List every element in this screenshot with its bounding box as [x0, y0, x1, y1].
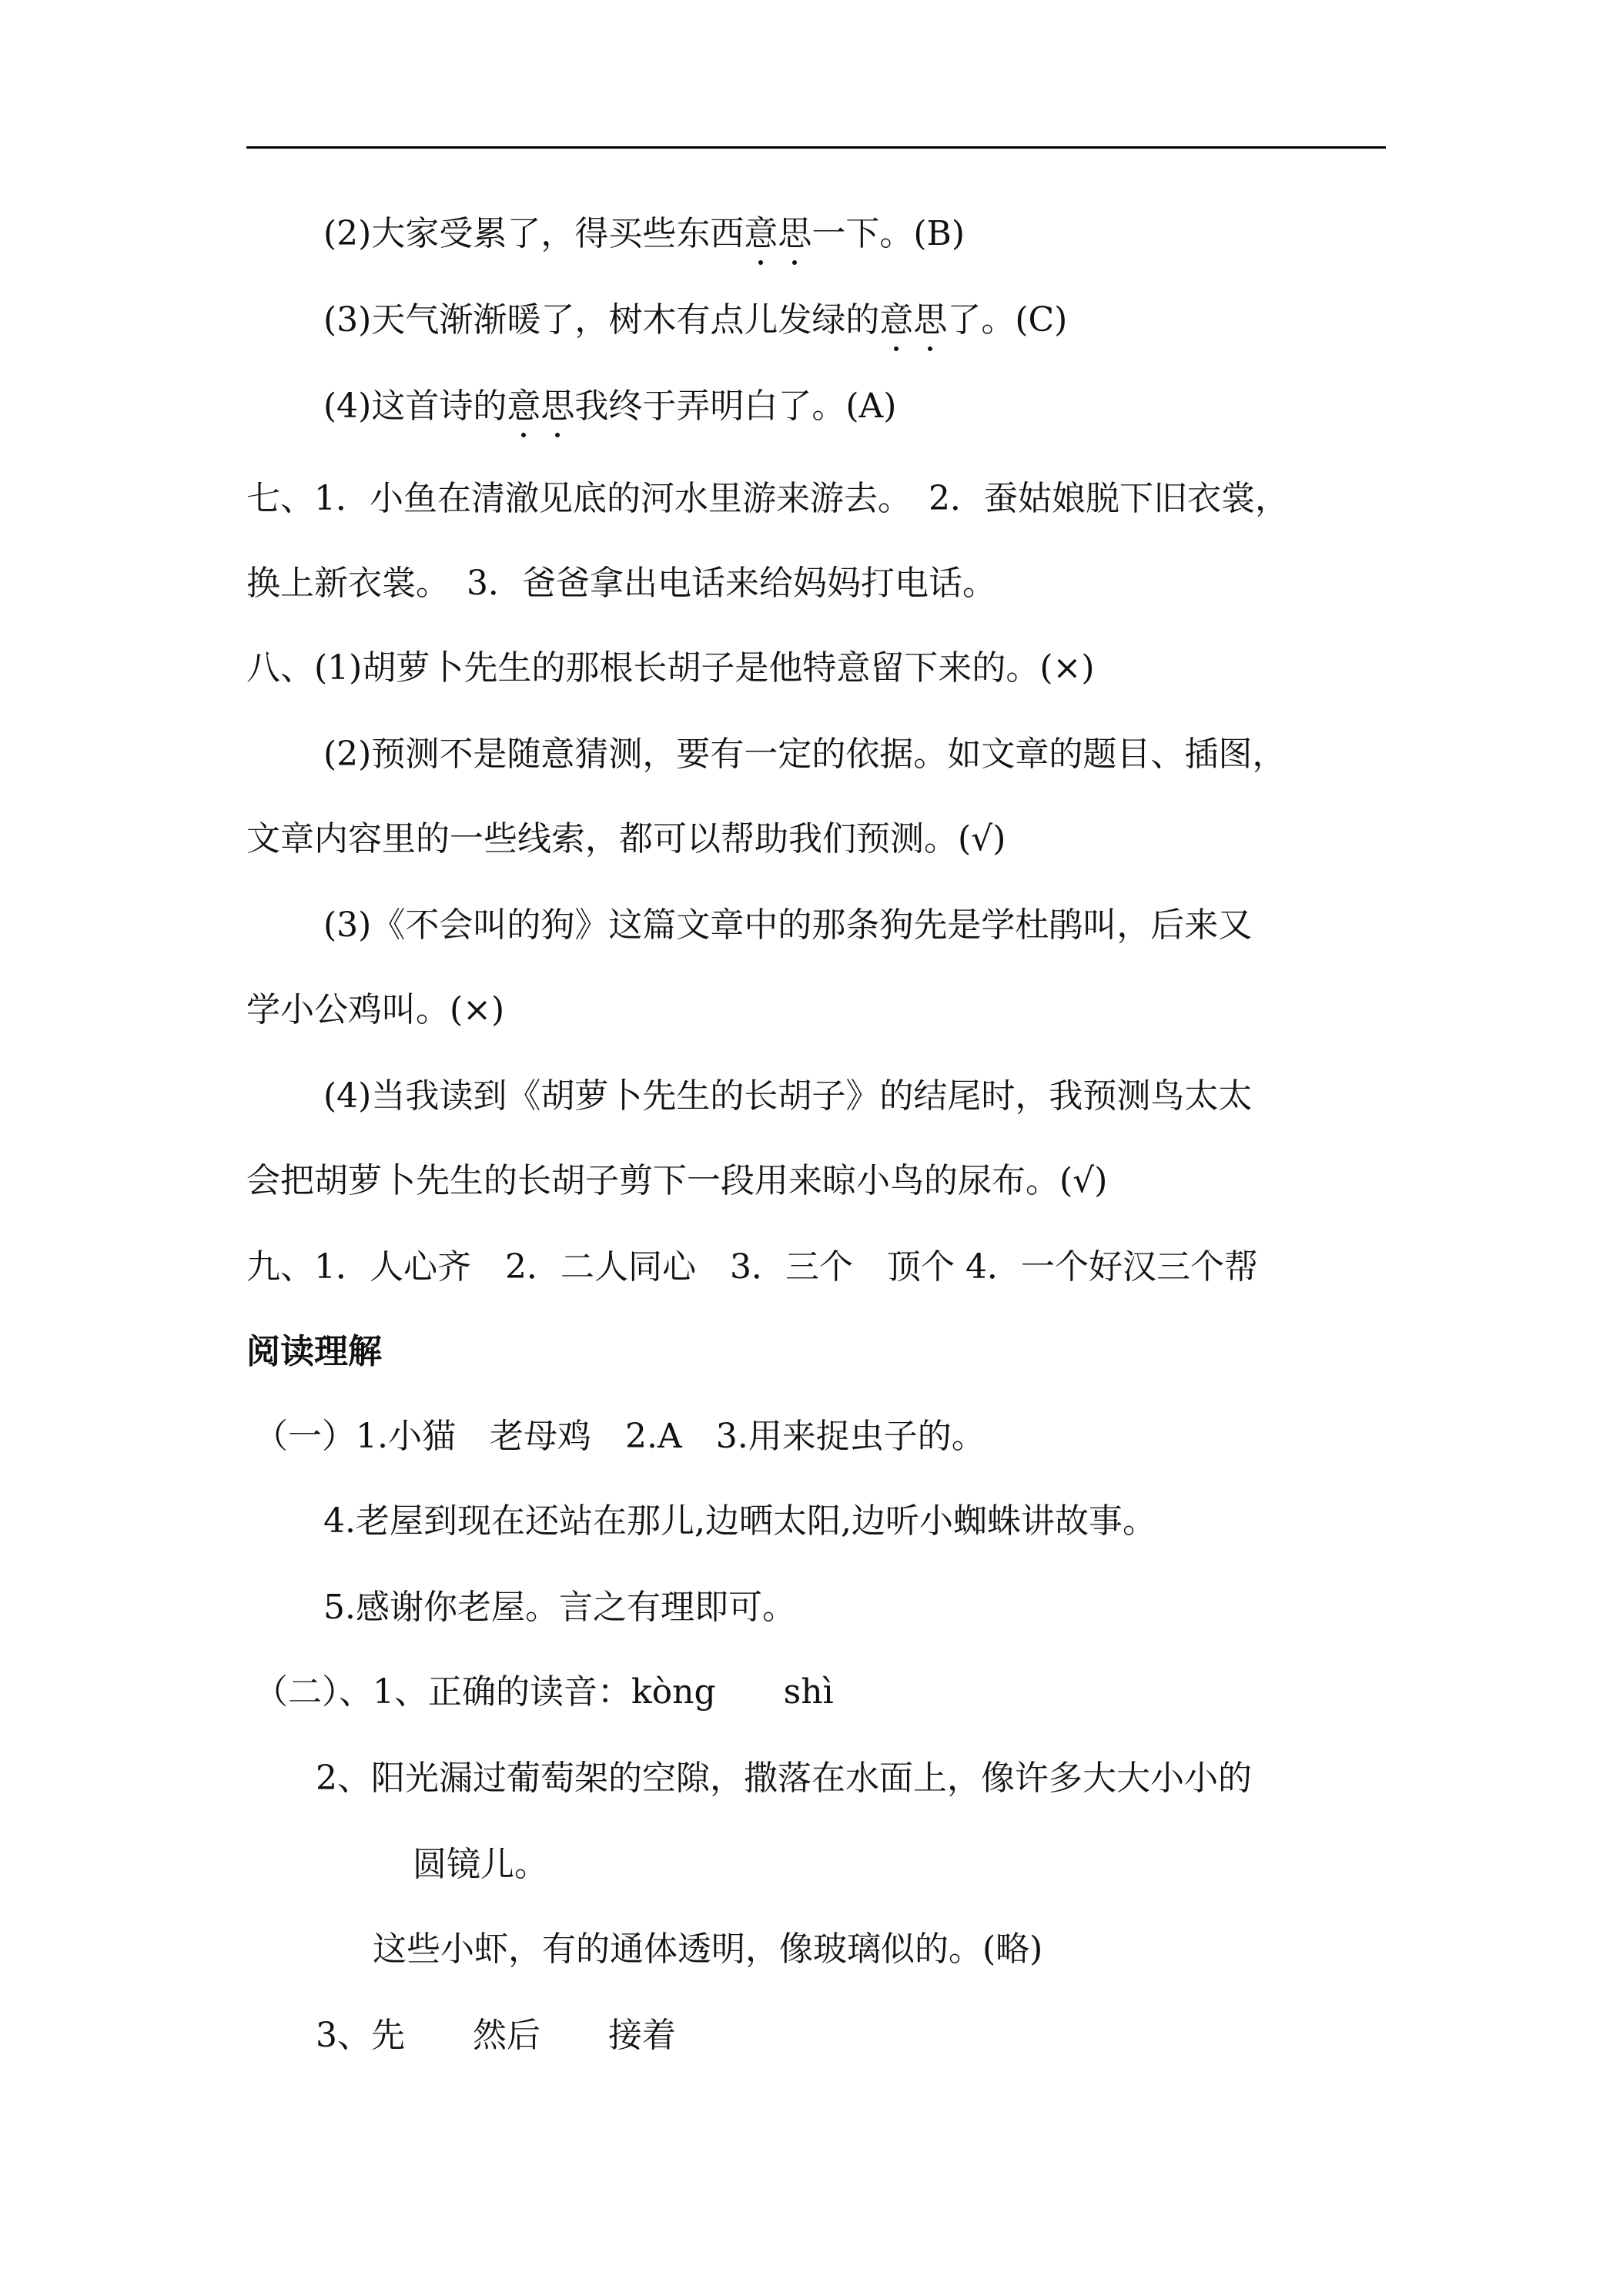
answer-section-9: 九、1．人心齐 2．二人同心 3．三个 顶个 4．一个好汉三个帮 — [246, 1247, 1258, 1287]
answer-line-6-3: (3)天气渐渐暖了，树木有点儿发绿的意思了。(C) — [323, 297, 1067, 343]
emphasis-char: 意 — [879, 297, 913, 343]
answer-line-8-4: (4)当我读到《胡萝卜先生的长胡子》的结尾时，我预测鸟太太 — [323, 1076, 1253, 1116]
reading-part-1-q4: 4.老屋到现在还站在那儿,边晒太阳,边听小蜘蛛讲故事。 — [323, 1501, 1156, 1541]
emphasis-char: 思 — [540, 383, 574, 430]
answer-section-7-cont: 换上新衣裳。 3．爸爸拿出电话来给妈妈打电话。 — [246, 564, 996, 603]
emphasis-char: 思 — [913, 297, 947, 343]
reading-part-2-q2: 2、阳光漏过葡萄架的空隙，撒落在水面上，像许多大大小小的 — [316, 1759, 1252, 1798]
reading-part-1-q5: 5.感谢你老屋。言之有理即可。 — [323, 1588, 796, 1627]
section-heading: 阅读理解 — [246, 1332, 382, 1371]
answer-line-6-2: (2)大家受累了，得买些东西意思一下。(B) — [323, 211, 965, 257]
emphasis-char: 意 — [507, 383, 540, 430]
answer-line-8-2-cont: 文章内容里的一些线索，都可以帮助我们预测。(√) — [246, 819, 1006, 858]
answer-section-8: 八、(1)胡萝卜先生的那根长胡子是他特意留下来的。(×) — [246, 648, 1095, 688]
reading-part-1: （一）1.小猫 老母鸡 2.A 3.用来捉虫子的。 — [254, 1417, 986, 1456]
reading-part-2-q3: 3、先 然后 接着 — [316, 2016, 676, 2055]
emphasis-char: 思 — [778, 211, 812, 257]
answer-line-8-3: (3)《不会叫的狗》这篇文章中的那条狗先是学杜鹃叫，后来又 — [323, 905, 1253, 945]
reading-part-2-q2-extra: 这些小虾，有的通体透明，像玻璃似的。(略) — [373, 1930, 1043, 1969]
header-rule — [246, 146, 1386, 149]
answer-line-8-2: (2)预测不是随意猜测，要有一定的依据。如文章的题目、插图， — [323, 735, 1287, 774]
answer-section-7: 七、1．小鱼在清澈见底的河水里游来游去。 2．蚕姑娘脱下旧衣裳， — [246, 479, 1289, 518]
answer-line-8-4-cont: 会把胡萝卜先生的长胡子剪下一段用来晾小鸟的尿布。(√) — [246, 1161, 1108, 1200]
reading-part-2: （二）、1、正确的读音：kòng shì — [254, 1672, 834, 1712]
reading-part-2-q2-cont: 圆镜儿。 — [413, 1845, 548, 1884]
answer-line-8-3-cont: 学小公鸡叫。(×) — [246, 990, 505, 1029]
answer-line-6-4: (4)这首诗的意思我终于弄明白了。(A) — [323, 383, 896, 430]
emphasis-char: 意 — [744, 211, 778, 257]
